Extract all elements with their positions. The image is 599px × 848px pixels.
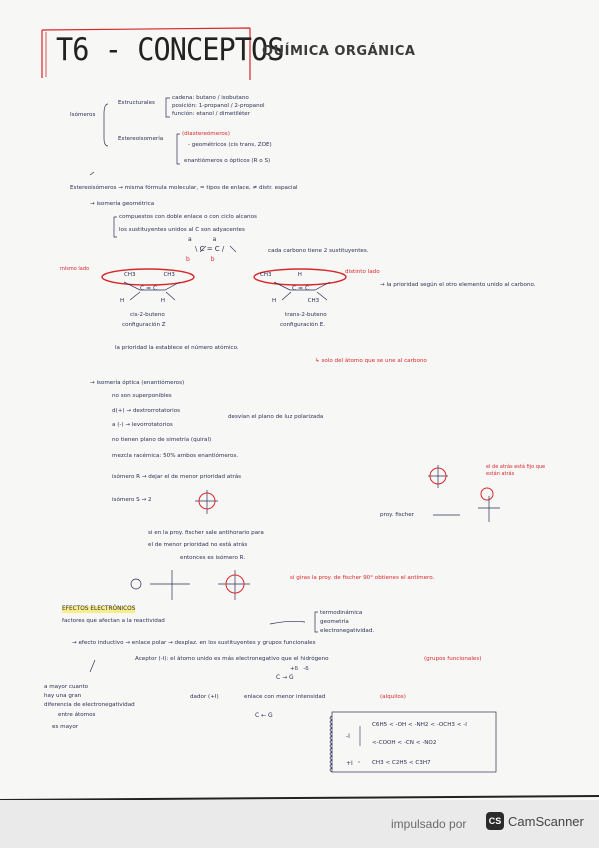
fischer-rule-2: el de menor prioridad no está atrás [148, 542, 248, 548]
cis-name: cis-2-buteno [130, 312, 165, 318]
g-to-c-arrow: C ← G [255, 712, 273, 719]
optica-point-5: no tienen plano de simetría (quiral) [112, 437, 212, 443]
aceptor-rule: Aceptor (-I): el átomo unido es más electronegativo que el hidrógeno [135, 656, 329, 662]
optica-point-2: d(+) → dextrorrotatorios [112, 408, 181, 414]
cis-configuration: configuración Z [122, 322, 166, 328]
fischer-rule-3: entonces es isómero R. [180, 555, 246, 561]
posicion-text: posición: 1-propanol / 2-propanol [172, 103, 265, 109]
geometrica-point-1: compuestos con doble enlace o con ciclo alcanos [119, 214, 257, 220]
estereoisomeria-label: Estereoisomería [118, 136, 164, 142]
left-note-5: es mayor [52, 724, 79, 730]
fischer-rule-1: si en la proy. fischer sale antihorario para [148, 530, 264, 536]
alquilos-label: (alquilos) [380, 694, 406, 700]
dador-description: enlace con menor intensidad [244, 694, 326, 700]
isomeros-label: Isómeros [70, 112, 96, 118]
prioridad-numero-atomico: la prioridad la establece el número atómico. [115, 345, 239, 351]
cis-struct-bottom: H H [120, 298, 165, 304]
estructurales-label: Estructurales [118, 100, 155, 106]
series-plus-i: CH3 < C2H5 < C3H7 [372, 760, 431, 766]
solo-atomo-note: ↳ solo del átomo que se une al carbono [315, 358, 427, 364]
efectos-factores: factores que afectan a la reactividad [62, 618, 165, 624]
delta-charges: +δ -δ [290, 666, 309, 672]
cadena-text: cadena: butano / isobutano [172, 95, 249, 101]
trans-name: trans-2-buteno [285, 312, 327, 318]
fischer-90-note: si giras la proy. de fischer 90° obtienes el antímero. [290, 575, 435, 581]
efecto-inductivo: → efecto inductivo → enlace polar → desplaz. en los sustituyentes y grupos funcionales [72, 640, 316, 646]
trans-struct-mid: C = C [292, 285, 310, 292]
left-note-1: a mayor cuanto [44, 684, 89, 690]
optica-point-1: no son superponibles [112, 393, 172, 399]
trans-struct-bottom: H CH3 [272, 298, 320, 304]
left-note-2: hay una gran [44, 693, 82, 699]
left-note-4: entre átomos [58, 712, 96, 718]
geometrica-point-2: los sustituyentes unidos al C son adyacentes [119, 227, 245, 233]
isomero-s-rule: isómero S → 2 [112, 497, 152, 503]
isomero-r-rule: isómero R → dejar el de menor prioridad atrás [112, 474, 242, 480]
efectos-heading: EFECTOS ELECTRÓNICOS [62, 606, 136, 612]
c-to-g-arrow: C → G [276, 674, 294, 681]
series-minus-i-b: <-COOH < -CN < -NO2 [372, 740, 437, 746]
c-eq-c-bottom: b b [186, 256, 215, 263]
optica-heading: → isomería óptica (enantiómeros) [90, 380, 185, 386]
optica-point-3: a (-) → levorrotatorios [112, 422, 173, 428]
optica-point-4: desvían el plano de luz polarizada [228, 414, 324, 420]
page-subtitle: QUÍMICA ORGÁNICA [262, 44, 416, 59]
funcion-text: función: etanol / dimetiléter [172, 111, 251, 117]
optica-point-6: mezcla racémica: 50% ambos enantiómeros. [112, 453, 239, 459]
factor-geometria: geometría [320, 619, 349, 625]
dador-label: dador (+I) [190, 694, 219, 700]
mismo-lado-label: mismo lado [60, 266, 90, 272]
geometricos-text: - geométricos (cis trans, ZOE) [188, 142, 272, 148]
grupos-funcionales: (grupos funcionales) [424, 656, 482, 662]
c-eq-c: \ C = C / [195, 245, 225, 253]
cis-struct-mid: C = C [140, 285, 158, 292]
page-title: T6 - CONCEPTOS [56, 32, 284, 68]
trans-struct-top: CH3 H [260, 272, 302, 278]
prioridad-note: → la prioridad según el otro elemento unido al carbono. [380, 282, 536, 288]
left-note-3: diferencia de electronegatividad [44, 702, 135, 708]
camscanner-brand: CamScanner [508, 814, 584, 829]
distinto-lado-label: distinto lado [345, 269, 380, 275]
fischer-red-note: el de atrás está fijo que están atrás [486, 464, 546, 477]
impulsado-text: impulsado por [391, 817, 467, 831]
c-eq-c-top: a a [188, 236, 217, 243]
geometrica-heading: → isomería geométrica [90, 201, 155, 207]
estereo-definition: Estereoisómeros → misma fórmula molecular, = tipos de enlace, ≠ distr. espacial [70, 185, 298, 191]
diastereomeros-text: (diastereómeros) [182, 131, 230, 137]
camscanner-logo-icon: CS [486, 812, 504, 830]
proy-fischer-label: proy. fischer [380, 512, 415, 518]
series-plus-i-label: +I [346, 760, 353, 767]
series-minus-i-a: C6H5 < -OH < -NH2 < -OCH3 < -I [372, 722, 467, 728]
enantiomeros-text: enantiómeros o ópticos (R o S) [184, 158, 271, 164]
geometrica-point-3: cada carbono tiene 2 sustituyentes. [268, 248, 369, 254]
factor-electronegatividad: electronegatividad. [320, 628, 375, 634]
factor-termodinamica: termodinámica [320, 610, 363, 616]
series-minus-i-label: -I [346, 733, 350, 740]
trans-configuration: configuración E. [280, 322, 326, 328]
cis-struct-top: CH3 CH3 [124, 272, 175, 278]
